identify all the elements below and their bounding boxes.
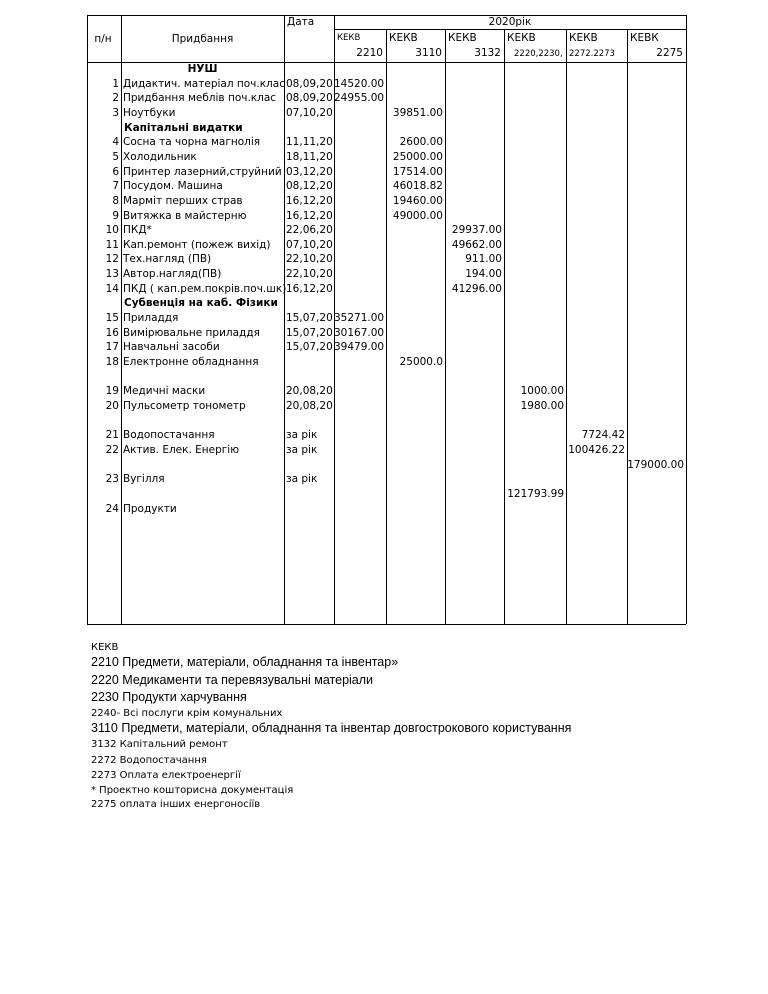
row-date: 08,12,20: [286, 180, 333, 193]
row-item-name: Сосна та чорна магнолія: [123, 136, 261, 149]
kekv-header-code: 2220,2230,: [514, 49, 563, 59]
legend-line: 3110 Предмети, матеріали, обладнання та інвентар довгострокового користування: [91, 721, 572, 735]
row-number: 1: [112, 77, 119, 90]
row-item-name: Ноутбуки: [123, 106, 176, 119]
row-amount: 49000.00: [392, 209, 443, 222]
row-date: 16,12,20: [286, 282, 333, 295]
row-number: 24: [105, 502, 119, 515]
row-date: 18,11,20: [286, 150, 333, 163]
row-number: 11: [105, 238, 119, 251]
row-date: 22,10,20: [286, 253, 333, 266]
row-number: 6: [112, 165, 119, 178]
row-item-name: Дидактич. матеріал поч.клас: [123, 77, 285, 90]
section-heading: НУШ: [187, 63, 218, 75]
row-amount: 24955.00: [334, 92, 385, 105]
legend-line: 2230 Продукти харчування: [91, 690, 247, 704]
row-item-name: Автор.нагляд(ПВ): [123, 268, 222, 281]
section-heading: Субвенція на каб. Фізики: [124, 297, 278, 310]
row-item-name: Електронне обладнання: [123, 356, 259, 368]
row-amount: 39851.00: [392, 106, 443, 119]
row-date: 07,10,20: [286, 106, 333, 119]
row-amount: 1980.00: [520, 399, 564, 412]
row-date: 08,09,20: [286, 77, 333, 90]
row-date: 22,06,20: [286, 224, 333, 237]
kekv-header-label: КЕКВ: [389, 32, 418, 44]
row-amount: 100426.22: [568, 443, 625, 456]
column-divider: [284, 15, 285, 624]
row-date: 11,11,20: [286, 136, 333, 149]
row-item-name: Марміт перших страв: [123, 194, 243, 207]
row-date: за рік: [286, 443, 318, 456]
row-item-name: Вимірювальне приладдя: [123, 326, 260, 339]
row-amount: 7724.42: [581, 429, 625, 442]
kekv-header-label: КЕВК: [630, 32, 659, 44]
kekv-header-label: КЕКВ: [337, 33, 361, 43]
row-date: 03,12,20: [286, 165, 333, 178]
row-number: 20: [105, 399, 119, 412]
row-amount: 194.00: [465, 268, 502, 281]
row-number: 3: [112, 106, 119, 119]
row-amount: 35271.00: [334, 312, 385, 325]
row-number: 7: [112, 180, 119, 193]
row-number: 4: [112, 136, 119, 149]
row-date: 15,07,20: [286, 326, 333, 339]
row-date: за рік: [286, 429, 318, 442]
legend-line: 2273 Оплата електроенергії: [91, 770, 241, 781]
column-divider: [627, 29, 628, 624]
row-number: 17: [105, 341, 119, 354]
row-number: 5: [112, 150, 119, 163]
row-number: 8: [112, 194, 119, 207]
column-divider: [121, 15, 122, 624]
row-item-name: Придбання меблів поч.клас: [123, 92, 277, 105]
row-number: 14: [105, 282, 119, 295]
row-number: 15: [105, 312, 119, 325]
row-amount: 2600.00: [399, 136, 443, 149]
table-bottom-border: [87, 624, 686, 625]
legend-line: 2275 оплата інших енергоносіїв: [91, 799, 261, 810]
col-header-date: Дата: [287, 16, 315, 28]
legend-line: * Проектно кошторисна документація: [91, 785, 294, 796]
row-amount: 46018.82: [392, 180, 443, 193]
row-number: 16: [105, 326, 119, 339]
row-date: 20,08,20: [286, 385, 333, 398]
row-date: 07,10,20: [286, 238, 333, 251]
col-header-year: 2020рік: [488, 16, 532, 28]
row-item-name: Кап.ремонт (пожеж вихід): [123, 238, 271, 251]
column-divider: [504, 29, 505, 624]
kekv-header-code: 3132: [474, 47, 501, 59]
legend-line: 2240- Всі послуги крім комунальних: [91, 708, 283, 719]
row-item-name: Витяжка в майстерню: [123, 209, 247, 222]
row-date: 22,10,20: [286, 268, 333, 281]
row-item-name: Продукти: [123, 502, 177, 515]
row-date: 15,07,20: [286, 341, 333, 354]
kekv-header-label: КЕКВ: [448, 32, 477, 44]
row-number: 9: [112, 209, 119, 222]
row-item-name: Медичні маски: [123, 385, 206, 398]
row-date: 16,12,20: [286, 194, 333, 207]
row-amount: 14520.00: [334, 77, 385, 90]
row-item-name: Вугілля: [123, 473, 165, 486]
table-right-border: [686, 15, 687, 624]
row-date: за рік: [286, 473, 318, 486]
row-number: 21: [105, 429, 119, 442]
legend-line: 2272 Водопостачання: [91, 755, 207, 766]
row-amount: 39479.00: [334, 341, 385, 354]
row-amount: 19460.00: [392, 194, 443, 207]
row-date: 08,09,20: [286, 92, 333, 105]
row-item-name: Принтер лазерний,струйний: [123, 165, 282, 178]
kekv-header-code: 3110: [415, 47, 442, 59]
col-header-number: п/н: [94, 33, 112, 45]
row-number: 22: [105, 443, 119, 456]
row-item-name: Приладдя: [123, 312, 179, 325]
row-amount: 121793.99: [507, 487, 564, 500]
section-heading: Капітальні видатки: [124, 121, 243, 134]
column-divider: [566, 29, 567, 624]
row-amount: 25000.0: [399, 356, 443, 368]
legend-line: КЕКВ: [91, 642, 119, 653]
row-date: 16,12,20: [286, 209, 333, 222]
row-amount: 49662.00: [451, 238, 502, 251]
row-item-name: Холодильник: [123, 150, 197, 163]
kekv-header-code: 2272.2273: [569, 49, 615, 59]
row-amount: 911.00: [465, 253, 502, 266]
row-item-name: Тех.нагляд (ПВ): [123, 253, 212, 266]
row-item-name: ПКД ( кап.рем.покрів.поч.шк): [123, 282, 287, 295]
row-date: 20,08,20: [286, 399, 333, 412]
legend-line: 3132 Капітальний ремонт: [91, 739, 228, 750]
row-number: 13: [105, 268, 119, 281]
row-item-name: Пульсометр тонометр: [123, 399, 246, 412]
row-item-name: Посудом. Машина: [123, 180, 223, 193]
row-amount: 1000.00: [520, 385, 564, 398]
kekv-header-label: КЕКВ: [569, 32, 598, 44]
kekv-header-code: 2210: [356, 47, 383, 59]
legend-line: 2210 Предмети, матеріали, обладнання та інвентар»: [91, 655, 399, 669]
col-header-purchase: Придбання: [171, 33, 234, 45]
column-divider: [445, 29, 446, 624]
row-number: 12: [105, 253, 119, 266]
row-number: 10: [105, 224, 119, 237]
row-amount: 17514.00: [392, 165, 443, 178]
row-amount: 179000.00: [627, 458, 684, 471]
row-number: 2: [112, 92, 119, 105]
row-number: 23: [105, 473, 119, 486]
kekv-header-code: 2275: [656, 47, 683, 59]
row-number: 18: [105, 356, 119, 368]
row-amount: 30167.00: [334, 326, 385, 339]
row-amount: 41296.00: [451, 282, 502, 295]
kekv-header-label: КЕКВ: [507, 32, 536, 44]
row-item-name: Навчальні засоби: [123, 341, 220, 354]
row-amount: 29937.00: [451, 224, 502, 237]
row-item-name: ПКД*: [123, 224, 152, 237]
legend-line: 2220 Медикаменти та перевязувальні матеріали: [91, 673, 374, 687]
row-number: 19: [105, 385, 119, 398]
row-date: 15,07,20: [286, 312, 333, 325]
row-item-name: Водопостачання: [123, 429, 215, 442]
row-amount: 25000.00: [392, 150, 443, 163]
row-item-name: Актив. Елек. Енергію: [123, 443, 240, 456]
